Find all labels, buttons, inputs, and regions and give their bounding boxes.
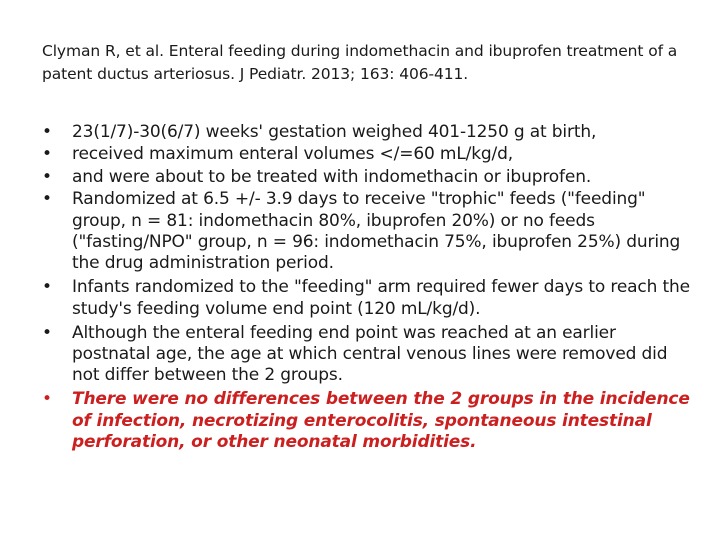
bullet-item-2 [42,144,692,165]
bullet-text: and were about to be treated with indomethacin or ibuprofen. [72,166,592,187]
bullet-item-5 [42,277,692,320]
bullet-icon: • [42,144,52,165]
bullet-list [42,122,692,456]
citation: Clyman R, et al. Enteral feeding during indomethacin and ibuprofen treatment of a patent ductus arteriosus. J Pediatr. 2013; 163: 406-411. [42,42,678,83]
bullet-text: Randomized at 6.5 +/- 3.9 days to receive "trophic" feeds ("feeding" group, n = 81: indomethacin 80%, ibuprofen 20%) or no feeds ("fasting/NPO" group, n = 96: indomethacin 75%, ibuprofen 25%) during the drug administration period. [72,189,681,274]
bullet-item-1 [42,122,692,143]
bullet-text: 23(1/7)-30(6/7) weeks' gestation weighed 401-1250 g at birth, [72,122,597,142]
bullet-text: There were no differences between the 2 groups in the incidence of infection, necrotizing enterocolitis, spontaneous intestinal perforation, or other neonatal morbidities. [72,389,690,453]
bullet-icon: • [42,166,52,187]
bullet-item-4 [42,189,692,275]
bullet-text: received maximum enteral volumes </=60 mL/kg/d, [72,144,514,165]
bullet-icon: • [42,277,52,298]
bullet-icon: • [42,389,52,410]
bullet-item-7-highlighted [42,389,692,453]
bullet-item-6 [42,323,692,387]
bullet-item-3 [42,167,692,188]
bullet-icon: • [42,122,52,142]
bullet-text: Infants randomized to the "feeding" arm required fewer days to reach the study's feeding volume end point (120 mL/kg/d). [72,277,690,319]
bullet-icon: • [42,322,52,343]
bullet-text: Although the enteral feeding end point was reached at an earlier postnatal age, the age at which central venous lines were removed did not differ between the 2 groups. [72,322,668,386]
bullet-icon: • [42,189,52,210]
